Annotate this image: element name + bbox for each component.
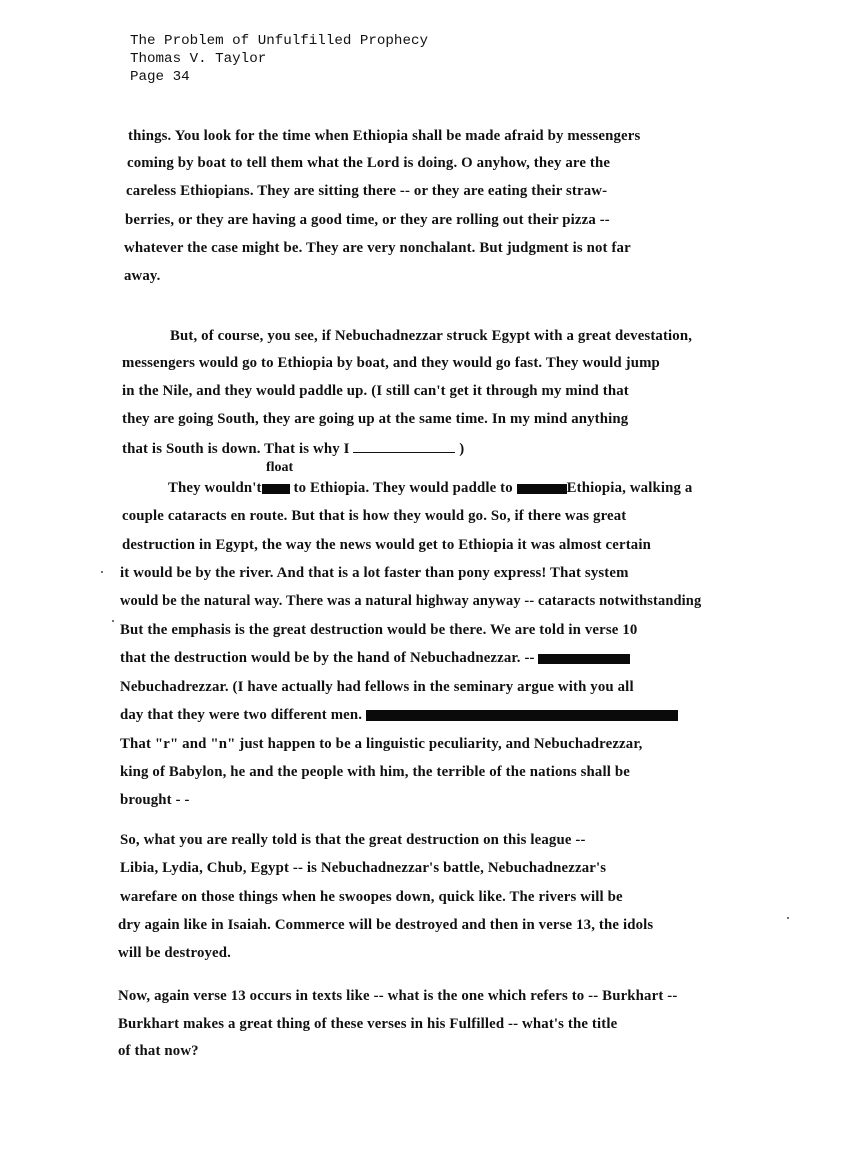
text-line: messengers would go to Ethiopia by boat, and they would go fast. They would jump [122,355,660,371]
text-line: destruction in Egypt, the way the news would get to Ethiopia it was almost certain [122,537,651,553]
text-line: in the Nile, and they would paddle up. (I still can't get it through my mind that [122,383,629,399]
text-segment: that the destruction would be by the hand of Nebuchadnezzar. -- [120,650,535,666]
text-line [120,650,630,667]
closing-paren: ) [459,441,465,457]
scan-speck [112,620,114,622]
text-line: warefare on those things when he swoopes down, quick like. The rivers will be [120,889,623,905]
text-line: will be destroyed. [118,945,231,961]
text-line: away. [124,268,161,284]
text-line [122,440,464,458]
text-line: Now, again verse 13 occurs in texts like -- what is the one which refers to -- Burkhart -- [118,988,678,1004]
interlinear-insert: float [266,460,294,475]
text-line: they are going South, they are going up at the same time. In my mind anything [122,411,629,427]
text-line: it would be by the river. And that is a lot faster than pony express! That system [120,565,629,581]
text-line: berries, or they are having a good time, or they are rolling out their pizza -- [125,212,610,228]
text-line: would be the natural way. There was a natural highway anyway -- cataracts notwithstanding [120,593,702,609]
text-line: of that now? [118,1043,199,1059]
text-line: Burkhart makes a great thing of these verses in his Fulfilled -- what's the title [118,1016,618,1032]
text-line: things. You look for the time when Ethiopia shall be made afraid by messengers [128,128,641,144]
text-line: But the emphasis is the great destruction would be there. We are told in verse 10 [120,622,638,638]
text-line: dry again like in Isaiah. Commerce will be destroyed and then in verse 13, the idols [118,917,654,933]
scan-speck [787,917,789,919]
text-line: Libia, Lydia, Chub, Egypt -- is Nebuchadnezzar's battle, Nebuchadnezzar's [120,860,607,876]
text-line: whatever the case might be. They are very nonchalant. But judgment is not far [124,240,631,256]
redaction-mark [538,654,630,664]
text-line-start: that is South is down. That is why I [122,441,350,457]
scan-speck [101,571,103,573]
document-author: Thomas V. Taylor [130,51,267,67]
redaction-mark [262,484,290,494]
text-segment: day that they were two different men. [120,707,363,723]
text-line: couple cataracts en route. But that is how they would go. So, if there was great [122,508,627,524]
text-line [120,707,678,724]
text-line [168,480,692,497]
text-line: king of Babylon, he and the people with him, the terrible of the nations shall be [120,764,630,780]
document-title: The Problem of Unfulfilled Prophecy [130,33,428,49]
text-line: careless Ethiopians. They are sitting there -- or they are eating their straw- [126,183,608,199]
text-line: brought - - [120,792,190,808]
text-segment: They wouldn't [168,480,262,496]
redaction-mark [366,710,678,721]
text-line: That "r" and "n" just happen to be a linguistic peculiarity, and Nebuchadrezzar, [120,736,643,752]
page-number: Page 34 [130,69,190,85]
text-segment: to Ethiopia. They would paddle to [289,480,517,496]
fill-in-blank [353,440,455,453]
text-line: Nebuchadrezzar. (I have actually had fellows in the seminary argue with you all [120,679,634,695]
redaction-mark [517,484,567,494]
text-segment: Ethiopia, walking a [566,480,693,496]
text-line: But, of course, you see, if Nebuchadnezzar struck Egypt with a great devestation, [170,328,693,344]
text-line: So, what you are really told is that the great destruction on this league -- [120,832,586,848]
text-line: coming by boat to tell them what the Lord is doing. O anyhow, they are the [127,155,611,171]
